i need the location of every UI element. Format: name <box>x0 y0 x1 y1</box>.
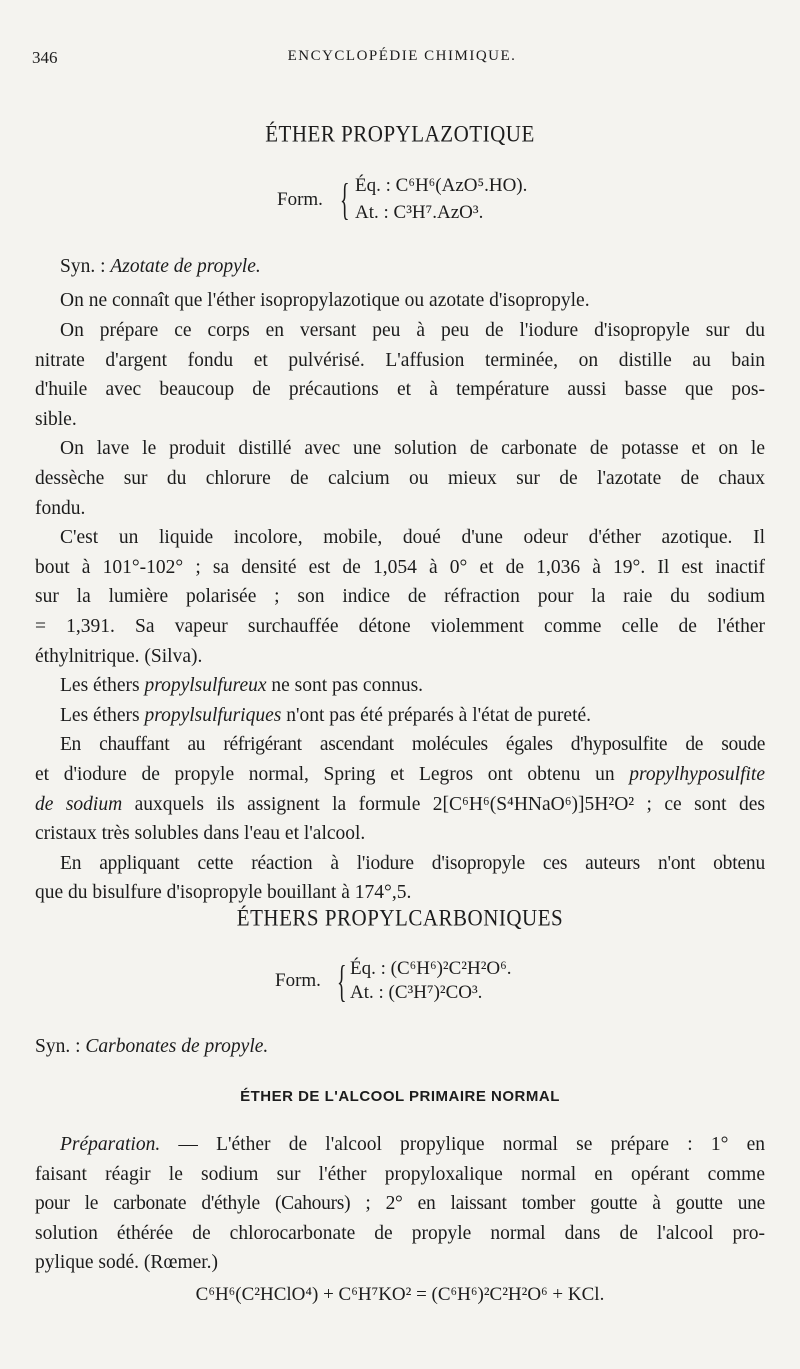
syn-value: Azotate de propyle. <box>110 256 261 277</box>
paragraph-preparation <box>35 316 765 908</box>
formula-block-1 <box>277 172 577 232</box>
text-line: On prépare ce corps en versant peu à peu de l'iodure d'isopropyle sur du <box>60 320 765 341</box>
text-line: d'huile avec beaucoup de précautions et à température aussi basse que pos- <box>35 379 765 401</box>
text-line: fondu. <box>35 497 86 519</box>
reaction-equation: C⁶H⁶(C²HClO⁴) + C⁶H⁷KO² = (C⁶H⁶)²C²H²O⁶ + KCl. <box>195 1284 605 1305</box>
eq-formula: (C⁶H⁶)²C²H²O⁶. <box>390 958 512 979</box>
text-span: et d'iodure de propyle normal, Spring et Legros ont obtenu un <box>35 763 630 785</box>
text-line-sulfuriques <box>35 701 765 731</box>
text-span: Les éthers <box>60 675 145 697</box>
brace-icon: { <box>340 175 350 224</box>
syn-label: Syn. : <box>35 1036 81 1057</box>
text-line: sible. <box>35 408 77 430</box>
text-line: = 1,391. Sa vapeur surchauffée détone violemment comme celle de l'éther <box>35 615 765 637</box>
text-line: bout à 101°-102° ; sa densité est de 1,054 à 0° et de 1,036 à 19°. Il est inactif <box>35 556 765 578</box>
text-line: éthylnitrique. (Silva). <box>35 645 203 667</box>
running-title: ENCYCLOPÉDIE CHIMIQUE. <box>287 48 517 64</box>
page-number: 346 <box>32 48 58 67</box>
italic-term: propylhyposulfite <box>629 763 765 785</box>
text-span: auxquels ils assignent la formule 2[C⁶H⁶(S⁴HNaO⁶)]5H²O² ; ce sont des <box>122 793 766 815</box>
formula-eq-row <box>350 958 512 980</box>
text-line: sur la lumière polarisée ; son indice de réfraction pour la raie du sodium <box>35 586 765 608</box>
italic-term: Préparation. <box>60 1134 161 1155</box>
text-line: nitrate d'argent fondu et pulvérisé. L'affusion terminée, on distille au bain <box>35 349 765 371</box>
form-label: Form. <box>277 189 323 210</box>
text-line: pour le carbonate d'éthyle (Cahours) ; 2° en laissant tomber goutte à goutte une <box>35 1193 765 1215</box>
text-span: Les éthers <box>60 704 145 726</box>
italic-term: de sodium <box>35 793 123 815</box>
formula-eq-row <box>355 175 527 197</box>
page-header <box>32 48 772 74</box>
text-line: cristaux très solubles dans l'eau et l'alcool. <box>35 823 366 845</box>
at-formula: C³H⁷.AzO³. <box>393 202 484 223</box>
sub-heading-alcool-primaire: ÉTHER DE L'ALCOOL PRIMAIRE NORMAL <box>240 1088 560 1105</box>
text-line: En chauffant au réfrigérant ascendant molécules égales d'hyposulfite de soude <box>60 734 765 756</box>
eq-formula: C⁶H⁶(AzO⁵.HO). <box>395 175 528 196</box>
text-line: En appliquant cette réaction à l'iodure d'isopropyle ces auteurs n'ont obtenu <box>60 852 765 874</box>
at-formula: (C³H⁷)²CO³. <box>388 982 483 1003</box>
text-span: n'ont pas été préparés à l'état de pureté. <box>281 704 592 726</box>
synonym-line-1 <box>60 252 764 282</box>
eq-prefix: Éq. : <box>350 958 386 979</box>
brace-icon: { <box>337 957 347 1006</box>
text-line: faisant réagir le sodium sur l'éther propyloxalique normal en opérant comme <box>35 1163 765 1185</box>
synonym-line-2 <box>35 1032 739 1062</box>
text-line: On ne connaît que l'éther isopropylazotique ou azotate d'isopropyle. <box>60 290 590 311</box>
body-text-section1 <box>60 286 764 316</box>
italic-term: propylsulfuriques <box>144 704 282 726</box>
formula-block-2 <box>275 958 575 1018</box>
text-line <box>35 790 765 820</box>
text-line: dessèche sur du chlorure de calcium ou mieux sur de l'azotate de chaux <box>35 467 765 489</box>
text-line: C'est un liquide incolore, mobile, doué d'une odeur d'éther azotique. Il <box>60 527 765 549</box>
text-line: que du bisulfure d'isopropyle bouillant à 174°,5. <box>35 882 412 904</box>
text-line <box>35 1130 765 1160</box>
text-line: pylique sodé. (Rœmer.) <box>35 1252 219 1274</box>
syn-value: Carbonates de propyle. <box>85 1036 269 1057</box>
section-title-propylazotique: ÉTHER PROPYLAZOTIQUE <box>265 121 535 147</box>
paragraph-preparation-carbonate <box>35 1130 765 1278</box>
text-line: solution éthérée de chlorocarbonate de propyle normal dans de l'alcool pro- <box>35 1222 765 1244</box>
text-span: — L'éther de l'alcool propylique normal se prépare : 1° en <box>160 1134 765 1155</box>
form-label: Form. <box>275 970 321 991</box>
text-line <box>35 760 765 790</box>
section-title-propylcarboniques: ÉTHERS PROPYLCARBONIQUES <box>236 905 564 931</box>
eq-prefix: Éq. : <box>355 175 391 196</box>
syn-label: Syn. : <box>60 256 106 277</box>
text-span: ne sont pas connus. <box>266 675 424 697</box>
italic-term: propylsulfureux <box>144 675 267 697</box>
at-prefix: At. : <box>355 202 389 223</box>
at-prefix: At. : <box>350 982 384 1003</box>
formula-at-row <box>350 982 482 1004</box>
text-line: On lave le produit distillé avec une solution de carbonate de potasse et on le <box>60 438 765 460</box>
text-line-sulfureux <box>35 671 765 701</box>
formula-at-row <box>355 202 483 224</box>
